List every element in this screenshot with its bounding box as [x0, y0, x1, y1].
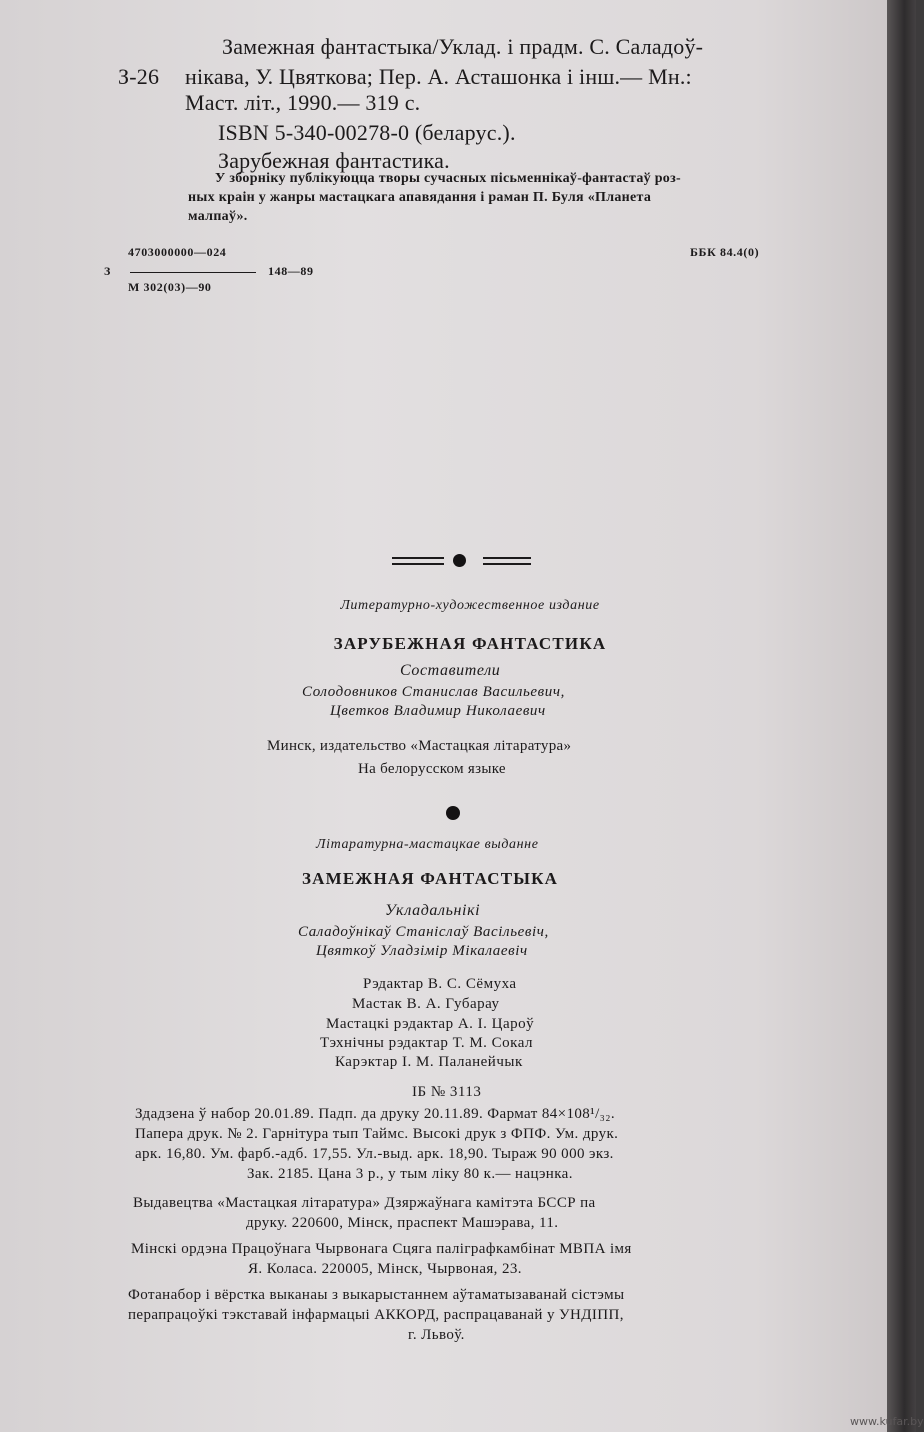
index-denominator: М 302(03)—90: [128, 280, 212, 294]
biblio-line-1: Замежная фантастыка/Уклад. і прадм. С. Саладоў-: [222, 34, 704, 59]
bbk-code: ББК 84.4(0): [690, 245, 760, 259]
ru-title: ЗАРУБЕЖНАЯ ФАНТАСТИКА: [333, 634, 607, 653]
colophon-2-line-2: друку. 220600, Мінск, праспект Машэрава, 11.: [246, 1215, 559, 1231]
index-suffix: 148—89: [268, 264, 314, 278]
colophon-3-line-1: Мінскі ордэна Працоўнага Чырвонага Сцяга паліграфкамбінат МВПА імя: [131, 1241, 632, 1257]
ru-compiler-2: Цветков Владимир Николаевич: [330, 703, 546, 719]
credit-editor: Рэдактар В. С. Сёмуха: [363, 976, 517, 992]
annotation-line-3: малпаў».: [188, 209, 248, 224]
colophon-1-line-3: арк. 16,80. Ум. фарб.-адб. 17,55. Ул.-выд. арк. 18,90. Тыраж 90 000 экз.: [135, 1146, 614, 1162]
credit-artist: Мастак В. А. Губарау: [352, 996, 500, 1012]
isbn: ISBN 5-340-00278-0 (беларус.).: [218, 120, 516, 145]
index-fraction-bar: [130, 272, 256, 273]
annotation-line-1: У зборніку публікуюцца творы сучасных пісьменнікаў-фантастаў роз-: [215, 171, 681, 186]
index-letter: З: [104, 264, 111, 278]
watermark: www.kufar.by: [850, 1415, 924, 1428]
by-compiler-2: Цвяткоў Уладзімір Мікалаевіч: [316, 943, 528, 959]
separator-dot: [446, 806, 460, 820]
ru-publisher: Минск, издательство «Мастацкая літаратура»: [267, 738, 572, 754]
colophon-4-line-1: Фотанабор і вёрстка выканаы з выкарыстаннем аўтаматызаванай сістэмы: [128, 1287, 625, 1303]
biblio-line-2: нікава, У. Цвяткова; Пер. А. Асташонка і інш.— Мн.:: [185, 64, 692, 89]
colophon-4-line-2: перапрацоўкі тэкставай інфармацыі АККОРД, распрацаванай у УНДІПП,: [128, 1307, 624, 1323]
ib-number: ІБ № 3113: [412, 1084, 482, 1100]
colophon-3-line-2: Я. Коласа. 220005, Мінск, Чырвоная, 23.: [248, 1261, 522, 1277]
index-numerator: 4703000000—024: [128, 245, 227, 259]
colophon-1-line-4: Зак. 2185. Цана 3 р., у тым ліку 80 к.— нацэнка.: [247, 1166, 573, 1182]
annotation-line-2: ных краін у жанры мастацкага апавядання і раман П. Буля «Планета: [188, 190, 652, 205]
by-compilers-label: Укладальнікі: [385, 902, 481, 919]
credit-art-editor: Мастацкі рэдактар А. І. Цароў: [326, 1016, 535, 1032]
credit-tech-editor: Тэхнічны рэдактар Т. М. Сокал: [320, 1035, 534, 1051]
ru-language: На белорусском языке: [358, 761, 506, 777]
book-edge-shadow: [887, 0, 916, 1432]
colophon-1-line-1: Здадзена ў набор 20.01.89. Падп. да друку 20.11.89. Фармат 84×108¹/₃₂.: [135, 1106, 616, 1122]
ru-compilers-label: Составители: [400, 662, 501, 679]
title-russian-short: Зарубежная фантастика.: [218, 148, 450, 173]
biblio-code: З-26: [118, 64, 160, 89]
colophon-2-line-1: Выдавецтва «Мастацкая літаратура» Дзяржаўнага камітэта БССР па: [133, 1195, 596, 1211]
by-edition-type: Літаратурна-мастацкае выданне: [316, 837, 539, 852]
colophon-1-line-2: Папера друк. № 2. Гарнітура тып Таймс. Высокі друк з ФПФ. Ум. друк.: [135, 1126, 619, 1142]
credit-proofreader: Карэктар І. М. Паланейчык: [335, 1054, 523, 1070]
ru-edition-type: Литературно-художественное издание: [340, 598, 600, 613]
ru-compiler-1: Солодовников Станислав Васильевич,: [302, 684, 565, 700]
by-title: ЗАМЕЖНАЯ ФАНТАСТЫКА: [302, 869, 559, 888]
colophon-4-line-3: г. Львоў.: [408, 1327, 465, 1343]
biblio-line-3: Маст. літ., 1990.— 319 с.: [185, 90, 421, 115]
by-compiler-1: Саладоўнікаў Станіслаў Васільевіч,: [298, 924, 549, 940]
